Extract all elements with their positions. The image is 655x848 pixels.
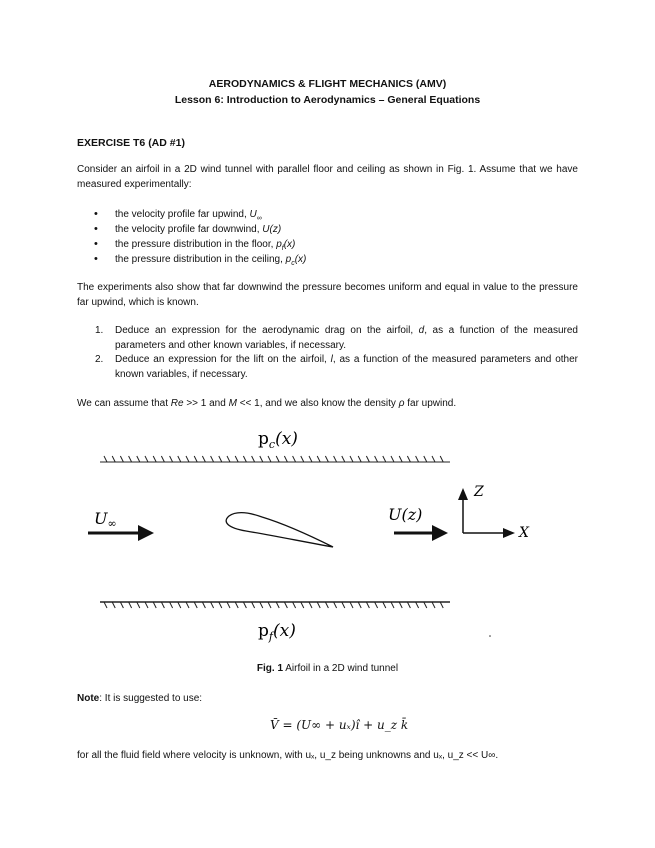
hatch-mark — [383, 602, 386, 608]
hatch-mark — [178, 456, 181, 462]
hatch-mark — [153, 602, 156, 608]
hatch-mark — [309, 456, 312, 462]
hatch-mark — [317, 456, 320, 462]
list-item: • the velocity profile far upwind, $U_\infty$ — [77, 207, 578, 222]
hatch-mark — [383, 456, 386, 462]
hatch-mark — [432, 602, 435, 608]
hatch-mark — [243, 602, 246, 608]
downstream-flow-arrow — [394, 525, 448, 541]
coordinate-axes — [458, 488, 515, 538]
hatch-mark — [243, 456, 246, 462]
hatch-mark — [366, 602, 369, 608]
hatch-mark — [350, 456, 353, 462]
hatch-mark — [407, 456, 410, 462]
hatch-mark — [268, 456, 271, 462]
hatch-mark — [416, 602, 419, 608]
hatch-mark — [284, 456, 287, 462]
hatch-mark — [252, 602, 255, 608]
hatch-mark — [145, 456, 148, 462]
hatch-mark — [227, 456, 230, 462]
floor-pressure-label: $p_f(x)$ — [258, 621, 296, 643]
hatch-mark — [137, 456, 140, 462]
exercise-heading: EXERCISE T6 (AD #1) — [77, 137, 185, 149]
ceiling-pressure-label: $p_c(x)$ — [258, 429, 298, 451]
closing-paragraph: for all the fluid field where velocity is unknown, with uₓ, u_z being unknowns and uₓ, u_z << U∞. — [77, 750, 499, 761]
list-item: • the velocity profile far downwind, U(z) — [77, 222, 578, 237]
hatch-mark — [293, 602, 296, 608]
velocity-equation: V̄ = (U∞ + uₓ)î + u_z k̄ — [270, 718, 409, 732]
hatch-mark — [342, 456, 345, 462]
note-line: Note: It is suggested to use: — [77, 693, 203, 704]
hatch-mark — [293, 456, 296, 462]
x-axis-label: X — [519, 525, 529, 541]
hatch-mark — [301, 602, 304, 608]
hatch-mark — [112, 602, 115, 608]
hatch-mark — [120, 456, 123, 462]
hatch-mark — [235, 602, 238, 608]
hatch-mark — [309, 602, 312, 608]
list-item: • the pressure distribution in the floor, $p_f(x)$ — [77, 237, 578, 252]
task-item: 2. Deduce an expression for the lift on the airfoil, l, as a function of the measured parameters and other known variables, if necessary. — [95, 354, 578, 380]
hatch-mark — [145, 602, 148, 608]
hatch-mark — [375, 602, 378, 608]
hatch-mark — [358, 456, 361, 462]
hatch-mark — [391, 602, 394, 608]
hatch-mark — [325, 456, 328, 462]
hatch-mark — [260, 456, 263, 462]
stray-dot — [489, 635, 491, 637]
hatch-mark — [194, 602, 197, 608]
hatch-mark — [358, 602, 361, 608]
hatch-mark — [276, 602, 279, 608]
hatch-mark — [170, 602, 173, 608]
hatch-mark — [161, 602, 164, 608]
hatch-mark — [334, 602, 337, 608]
u-z-label: U(z) — [388, 505, 423, 524]
hatch-mark — [276, 456, 279, 462]
hatch-mark — [301, 456, 304, 462]
hatch-mark — [219, 602, 222, 608]
experiments-paragraph: The experiments also show that far downwind the pressure becomes uniform and equal in value to the pressure far upwind, which is known. — [77, 282, 578, 308]
hatch-mark — [104, 602, 107, 608]
hatch-mark — [211, 456, 214, 462]
hatch-mark — [432, 456, 435, 462]
airfoil-shape — [226, 513, 333, 547]
hatch-mark — [211, 602, 214, 608]
assumptions-paragraph: We can assume that Re >> 1 and M << 1, and we also know the density ρ far upwind. — [77, 398, 457, 409]
hatch-mark — [153, 456, 156, 462]
hatch-mark — [170, 456, 173, 462]
hatch-mark — [416, 456, 419, 462]
hatch-mark — [350, 602, 353, 608]
hatch-mark — [120, 602, 123, 608]
u-infinity-label: U∞ — [94, 509, 117, 530]
hatch-mark — [219, 456, 222, 462]
list-item: • the pressure distribution in the ceiling, $p_c(x)$ — [77, 252, 578, 267]
z-axis-label: Z — [474, 484, 484, 500]
hatch-mark — [440, 602, 443, 608]
hatch-mark — [317, 602, 320, 608]
hatch-mark — [129, 456, 132, 462]
hatch-mark — [260, 602, 263, 608]
hatch-mark — [194, 456, 197, 462]
hatch-mark — [284, 602, 287, 608]
hatch-mark — [186, 456, 189, 462]
hatch-mark — [178, 602, 181, 608]
hatch-mark — [391, 456, 394, 462]
hatch-mark — [424, 602, 427, 608]
hatch-mark — [202, 456, 205, 462]
hatch-mark — [375, 456, 378, 462]
hatch-mark — [342, 602, 345, 608]
hatch-mark — [407, 602, 410, 608]
hatch-mark — [186, 602, 189, 608]
intro-paragraph: Consider an airfoil in a 2D wind tunnel with parallel floor and ceiling as shown in Fig. 1. Assume that we have measured experimentally: — [77, 164, 578, 190]
task-list — [77, 324, 578, 382]
hatch-mark — [268, 602, 271, 608]
hatch-mark — [399, 456, 402, 462]
measurement-list — [77, 207, 578, 267]
document-subtitle: Lesson 6: Introduction to Aerodynamics – General Equations — [174, 94, 481, 106]
figure-caption: Fig. 1 Airfoil in a 2D wind tunnel — [256, 663, 399, 674]
hatch-mark — [161, 456, 164, 462]
hatch-mark — [137, 602, 140, 608]
floor-wall — [100, 602, 450, 608]
hatch-mark — [325, 602, 328, 608]
hatch-mark — [227, 602, 230, 608]
hatch-mark — [129, 602, 132, 608]
hatch-mark — [252, 456, 255, 462]
hatch-mark — [112, 456, 115, 462]
hatch-mark — [366, 456, 369, 462]
hatch-mark — [202, 602, 205, 608]
document-title: AERODYNAMICS & FLIGHT MECHANICS (AMV) — [208, 78, 447, 90]
hatch-mark — [104, 456, 107, 462]
task-item: 1. Deduce an expression for the aerodynamic drag on the airfoil, d, as a function of the measured parameters and other known variables, if necessary. — [95, 325, 578, 351]
wind-tunnel-figure — [0, 420, 655, 650]
hatch-mark — [334, 456, 337, 462]
hatch-mark — [440, 456, 443, 462]
hatch-mark — [399, 602, 402, 608]
hatch-mark — [235, 456, 238, 462]
ceiling-wall — [100, 456, 450, 462]
hatch-mark — [424, 456, 427, 462]
